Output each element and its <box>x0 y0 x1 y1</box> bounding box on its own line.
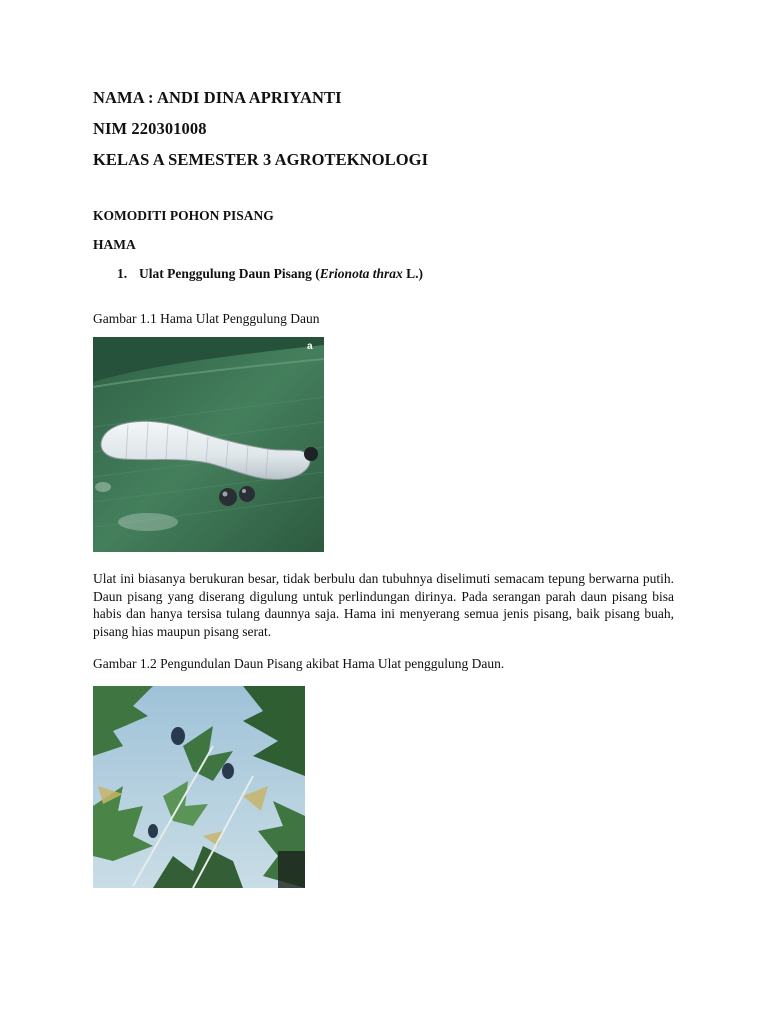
figure-1-corner-label: a <box>307 341 313 352</box>
commodity-title: KOMODITI POHON PISANG <box>93 208 274 223</box>
figure-1-caption: Gambar 1.1 Hama Ulat Penggulung Daun <box>93 311 320 326</box>
figure-2-defoliation-photo <box>93 686 305 888</box>
list-item-number: 1. <box>117 266 128 281</box>
scientific-name: Erionota thrax <box>319 266 403 281</box>
student-name: NAMA : ANDI DINA APRIYANTI <box>93 88 342 107</box>
student-class: KELAS A SEMESTER 3 AGROTEKNOLOGI <box>93 150 429 169</box>
pest-heading: HAMA <box>93 237 136 252</box>
list-item <box>117 266 423 282</box>
figure-2-caption: Gambar 1.2 Pengundulan Daun Pisang akibat Hama Ulat penggulung Daun. <box>93 656 505 671</box>
figure-1-caterpillar-photo <box>93 337 324 552</box>
list-item-text-before: Ulat Penggulung Daun Pisang ( <box>139 266 320 281</box>
description-paragraph: Ulat ini biasanya berukuran besar, tidak berbulu dan tubuhnya diselimuti semacam tepung berwarna putih. Daun pisang yang diserang digulung untuk perlindungan dirinya. Pada serangan parah daun pisang bisa habis dan hanya tersisa tulang daunnya saja. Hama ini menyerang semua jenis pisang, baik pisang buah, pisang hias maupun pisang serat. <box>93 571 674 639</box>
student-nim: NIM 220301008 <box>93 119 207 138</box>
list-item-text-after: L.) <box>402 266 423 281</box>
